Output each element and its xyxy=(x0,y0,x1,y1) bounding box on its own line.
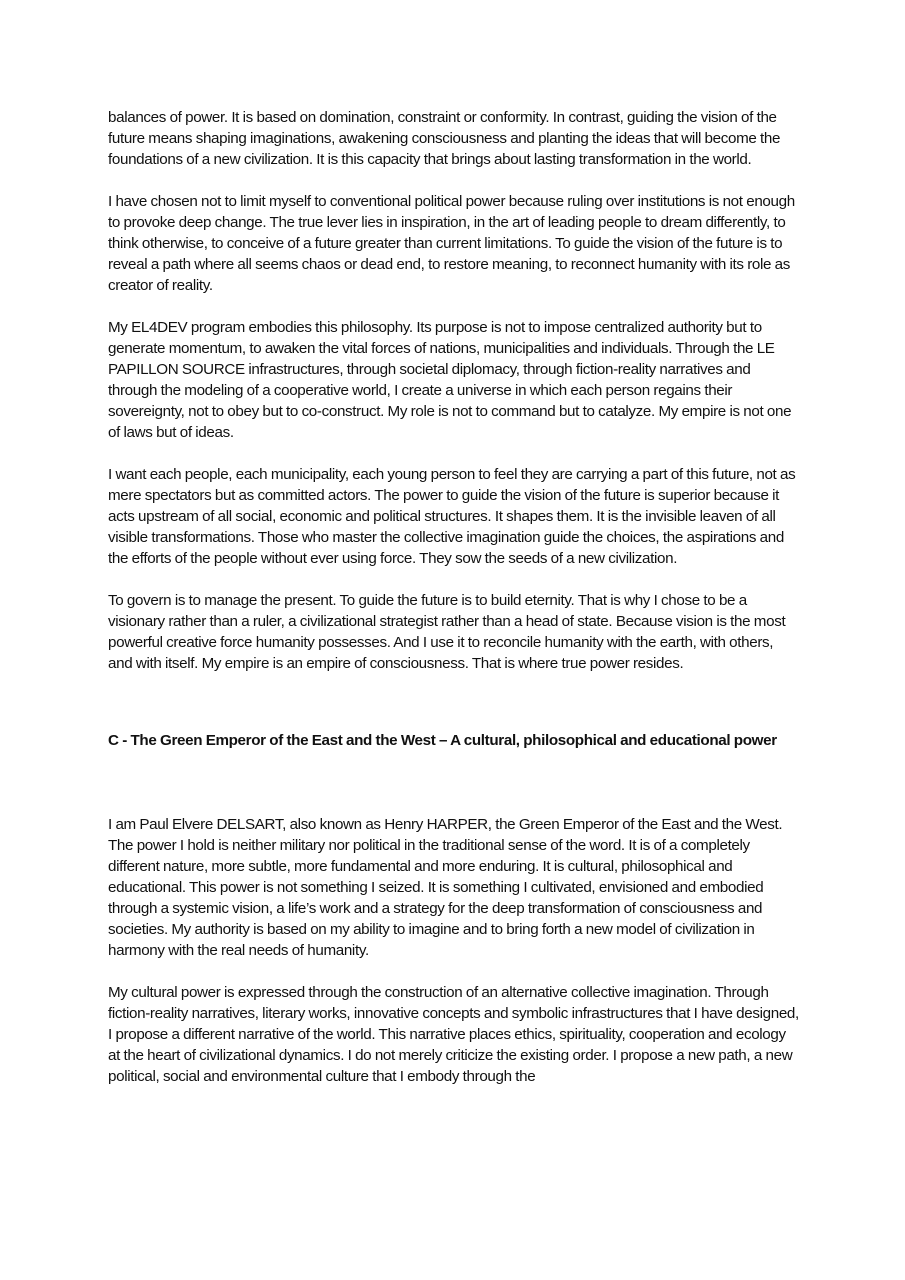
section-heading: C - The Green Emperor of the East and the West – A cultural, philosophical and educational power xyxy=(108,732,777,749)
paragraph-el4dev-program: My EL4DEV program embodies this philosophy. Its purpose is not to impose centralized authority but to generate momentum, to awaken the vital forces of nations, municipalities and individuals. Through the LE PAPILLON SOURCE infrastructures, through societal diplomacy, through fiction-reality narratives and through the modeling of a cooperative world, I create a universe in which each person regains their sovereignty, not to obey but to co-construct. My role is not to command but to catalyze. My empire is not one of laws but of ideas. xyxy=(108,319,792,441)
paragraph-cultural-power: My cultural power is expressed through the construction of an alternative collective imagination. Through fiction-reality narratives, literary works, innovative concepts and symbolic infrastructures that I have designed, I propose a different narrative of the world. This narrative places ethics, spirituality, cooperation and ecology at the heart of civilizational dynamics. I do not merely criticize the existing order. I propose a new path, a new political, social and environmental culture that I embody through the xyxy=(108,984,799,1085)
paragraph-conventional-power: I have chosen not to limit myself to conventional political power because ruling over institutions is not enough to provoke deep change. The true lever lies in inspiration, in the art of leading people to dream differently, to think otherwise, to conceive of a future greater than current limitations. To guide the vision of the future is to reveal a path where all seems chaos or dead end, to restore meaning, to reconnect humanity with its role as creator of reality. xyxy=(108,193,795,294)
paragraph-govern-present: To govern is to manage the present. To guide the future is to build eternity. That is why I chose to be a visionary rather than a ruler, a civilizational strategist rather than a head of state. Because vision is the most powerful creative force humanity possesses. And I use it to reconcile humanity with the earth, with others, and with itself. My empire is an empire of consciousness. That is where true power resides. xyxy=(108,592,786,672)
paragraph-green-emperor-intro: I am Paul Elvere DELSART, also known as Henry HARPER, the Green Emperor of the East and the West. The power I hold is neither military nor political in the traditional sense of the word. It is of a completely different nature, more subtle, more fundamental and more enduring. It is cultural, philosophical and educational. This power is not something I seized. It is something I cultivated, envisioned and embodied through a systemic vision, a life’s work and a strategy for the deep transformation of consciousness and societies. My authority is based on my ability to imagine and to bring forth a new model of civilization in harmony with the real needs of humanity. xyxy=(108,816,783,959)
paragraph-committed-actors: I want each people, each municipality, each young person to feel they are carrying a part of this future, not as mere spectators but as committed actors. The power to guide the vision of the future is superior because it acts upstream of all social, economic and political structures. It shapes them. It is the invisible leaven of all visible transformations. Those who master the collective imagination guide the choices, the aspirations and the efforts of the people without ever using force. They sow the seeds of a new civilization. xyxy=(108,466,796,567)
paragraph-power-balances: balances of power. It is based on domination, constraint or conformity. In contrast, guiding the vision of the future means shaping imaginations, awakening consciousness and planting the ideas that will become the foundations of a new civilization. It is this capacity that brings about lasting transformation in the world. xyxy=(108,109,781,168)
document-body xyxy=(108,107,800,1108)
